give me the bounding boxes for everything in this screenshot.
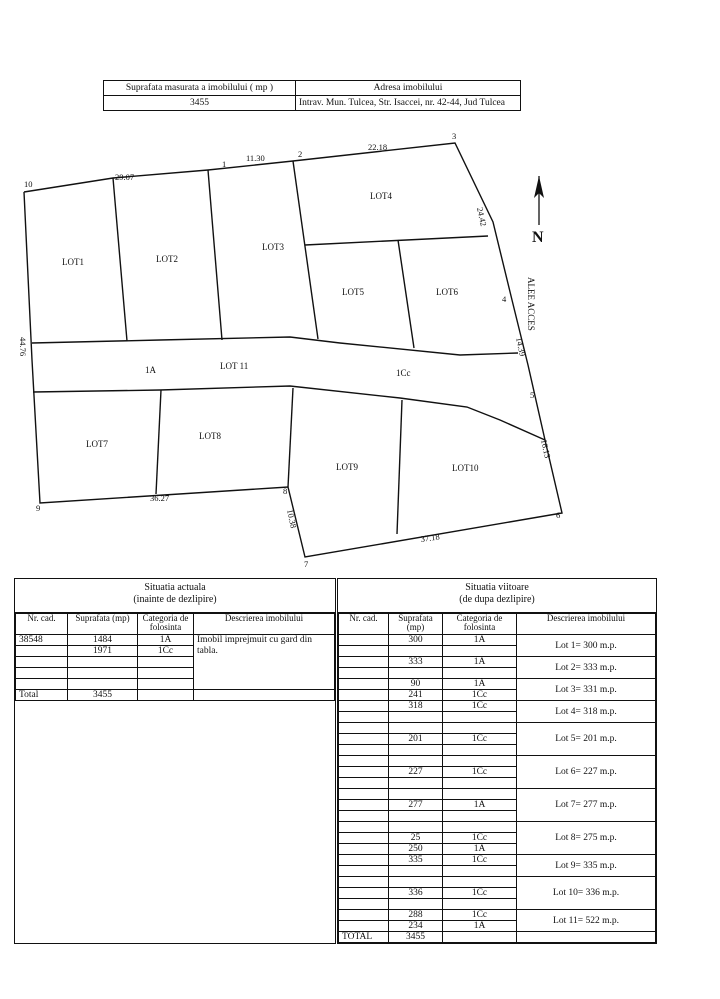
area-cell: 333 — [389, 657, 443, 668]
dimension-label: 24.42 — [475, 206, 489, 228]
area-cell: 288 — [389, 910, 443, 921]
col-header: Categoria de folosinta — [138, 614, 194, 635]
lot-description: Lot 10= 336 m.p. — [517, 877, 656, 910]
future-title-line1: Situatia viitoare — [465, 582, 529, 593]
north-label: N — [532, 229, 544, 246]
dimension-label: 11.30 — [246, 153, 265, 163]
total-row — [16, 690, 335, 701]
divider-lot2-lot3 — [208, 170, 222, 340]
header-col2-title: Adresa imobilului — [296, 81, 521, 96]
category-cell: 1A — [443, 657, 517, 668]
area-cell: 241 — [389, 690, 443, 701]
area-cell: 250 — [389, 844, 443, 855]
plan-lines — [24, 143, 562, 557]
area-cell: 335 — [389, 855, 443, 866]
area-cell: 318 — [389, 701, 443, 712]
point-number: 3 — [452, 131, 457, 141]
lot-labels — [62, 191, 479, 473]
lot-description: Lot 7= 277 m.p. — [517, 789, 656, 822]
category-label: 1A — [145, 365, 156, 375]
site-plan — [0, 120, 720, 580]
category-cell: 1A — [443, 921, 517, 932]
lot-description: Lot 3= 331 m.p. — [517, 679, 656, 701]
lot-label: LOT1 — [62, 257, 84, 267]
col-header: Nr. cad. — [339, 614, 389, 635]
category-cell: 1Cc — [443, 855, 517, 866]
dimension-label: 44.76 — [18, 337, 28, 357]
dimension-labels — [18, 142, 553, 544]
table-row — [339, 855, 656, 866]
lot-description: Lot 6= 227 m.p. — [517, 756, 656, 789]
area-cell: 277 — [389, 800, 443, 811]
area-cell: 234 — [389, 921, 443, 932]
dimension-label: 37.18 — [419, 531, 441, 544]
lot-description: Lot 11= 522 m.p. — [517, 910, 656, 932]
future-situation-panel — [337, 578, 657, 944]
road-top-line — [32, 337, 518, 355]
dimension-label: 10.38 — [285, 508, 299, 530]
lot-description: Lot 8= 275 m.p. — [517, 822, 656, 855]
lot-description: Lot 4= 318 m.p. — [517, 701, 656, 723]
future-situation-table — [338, 613, 656, 943]
point-number: 9 — [36, 503, 41, 513]
divider-lot8-lot9 — [288, 388, 293, 487]
dimension-label: 14.39 — [514, 336, 528, 358]
header-table — [103, 80, 521, 111]
category-cell: 1Cc — [443, 833, 517, 844]
lot-description: Lot 9= 335 m.p. — [517, 855, 656, 877]
boundary-line — [24, 143, 562, 557]
area-cell: 25 — [389, 833, 443, 844]
col-header: Descrierea imobilului — [517, 614, 656, 635]
area-cell: 336 — [389, 888, 443, 899]
total-value: 3455 — [68, 690, 138, 701]
total-value: 3455 — [389, 932, 443, 943]
category-cell: 1A — [443, 800, 517, 811]
col-header: Categoria de folosinta — [443, 614, 517, 635]
header-col1-title: Suprafata masurata a imobilului ( mp ) — [104, 81, 296, 96]
lot-label: LOT10 — [452, 463, 479, 473]
cad-cell — [16, 646, 68, 657]
table-row — [339, 910, 656, 921]
lot-label: LOT7 — [86, 439, 108, 449]
category-cell: 1Cc — [443, 734, 517, 745]
road-bottom-line — [33, 386, 545, 440]
total-row — [339, 932, 656, 943]
divider-lot1-lot2 — [113, 178, 127, 341]
lot-label: LOT9 — [336, 462, 358, 472]
current-title-line2: (inainte de dezlipire) — [133, 594, 217, 605]
point-number: 4 — [502, 294, 507, 304]
north-arrow-icon — [532, 176, 544, 246]
area-cell: 90 — [389, 679, 443, 690]
dimension-label: 22.18 — [368, 142, 388, 152]
dimension-label: 29.07 — [115, 172, 135, 182]
table-row — [339, 657, 656, 668]
dimension-label: 16.13 — [539, 438, 553, 460]
lot-description: Lot 1= 300 m.p. — [517, 635, 656, 657]
table-row — [339, 635, 656, 646]
description-cell: Imobil imprejmuit cu gard din tabla. — [194, 635, 335, 690]
lot-label: LOT4 — [370, 191, 392, 201]
point-number: 1 — [222, 159, 227, 169]
category-cell: 1Cc — [443, 690, 517, 701]
future-title-line2: (de dupa dezlipire) — [459, 594, 535, 605]
current-situation-panel — [14, 578, 336, 944]
category-cell: 1A — [443, 844, 517, 855]
category-cell: 1Cc — [443, 910, 517, 921]
divider-lot7-lot8 — [156, 390, 161, 494]
divider-lot3-lot4 — [293, 161, 318, 339]
point-number: 10 — [24, 179, 33, 189]
category-cell: 1A — [443, 679, 517, 690]
category-cell: 1Cc — [443, 888, 517, 899]
point-number: 2 — [298, 149, 303, 159]
divider-lot9-lot10 — [397, 400, 402, 534]
header-area: 3455 — [104, 96, 296, 111]
table-row — [339, 679, 656, 690]
divider-lot4-lot56 — [305, 236, 488, 245]
lot-label: LOT5 — [342, 287, 364, 297]
lot-description: Lot 2= 333 m.p. — [517, 657, 656, 679]
point-number: 6 — [556, 510, 561, 520]
lot-label: LOT6 — [436, 287, 458, 297]
dimension-label: 36.27 — [150, 493, 170, 503]
area-cell: 1971 — [68, 646, 138, 657]
lot-label: LOT 11 — [220, 361, 249, 371]
cad-cell: 38548 — [16, 635, 68, 646]
total-label: TOTAL — [339, 932, 389, 943]
point-number: 5 — [530, 390, 535, 400]
category-cell: 1Cc — [443, 767, 517, 778]
category-cell: 1A — [138, 635, 194, 646]
current-situation-table — [15, 613, 335, 701]
col-header: Suprafata (mp) — [389, 614, 443, 635]
point-number: 8 — [283, 486, 288, 496]
lot-label: LOT8 — [199, 431, 221, 441]
category-label: 1Cc — [396, 368, 411, 378]
current-situation-title — [15, 579, 335, 613]
category-cell: 1Cc — [138, 646, 194, 657]
col-header: Suprafata (mp) — [68, 614, 138, 635]
divider-lot5-lot6 — [398, 240, 414, 348]
table-row — [339, 701, 656, 712]
col-header: Nr. cad. — [16, 614, 68, 635]
current-title-line1: Situatia actuala — [144, 582, 206, 593]
access-alley-label: ALEE ACCES — [526, 277, 536, 331]
area-cell: 201 — [389, 734, 443, 745]
total-label: Total — [16, 690, 68, 701]
point-number: 7 — [304, 559, 309, 569]
future-situation-title — [338, 579, 656, 613]
lot-label: LOT3 — [262, 242, 284, 252]
area-cell: 300 — [389, 635, 443, 646]
category-cell: 1Cc — [443, 701, 517, 712]
header-address: Intrav. Mun. Tulcea, Str. Isaccei, nr. 42-44, Jud Tulcea — [296, 96, 521, 111]
area-cell: 227 — [389, 767, 443, 778]
lot-description: Lot 5= 201 m.p. — [517, 723, 656, 756]
table-row — [16, 635, 335, 646]
area-cell: 1484 — [68, 635, 138, 646]
category-cell: 1A — [443, 635, 517, 646]
lot-label: LOT2 — [156, 254, 178, 264]
col-header: Descrierea imobilului — [194, 614, 335, 635]
